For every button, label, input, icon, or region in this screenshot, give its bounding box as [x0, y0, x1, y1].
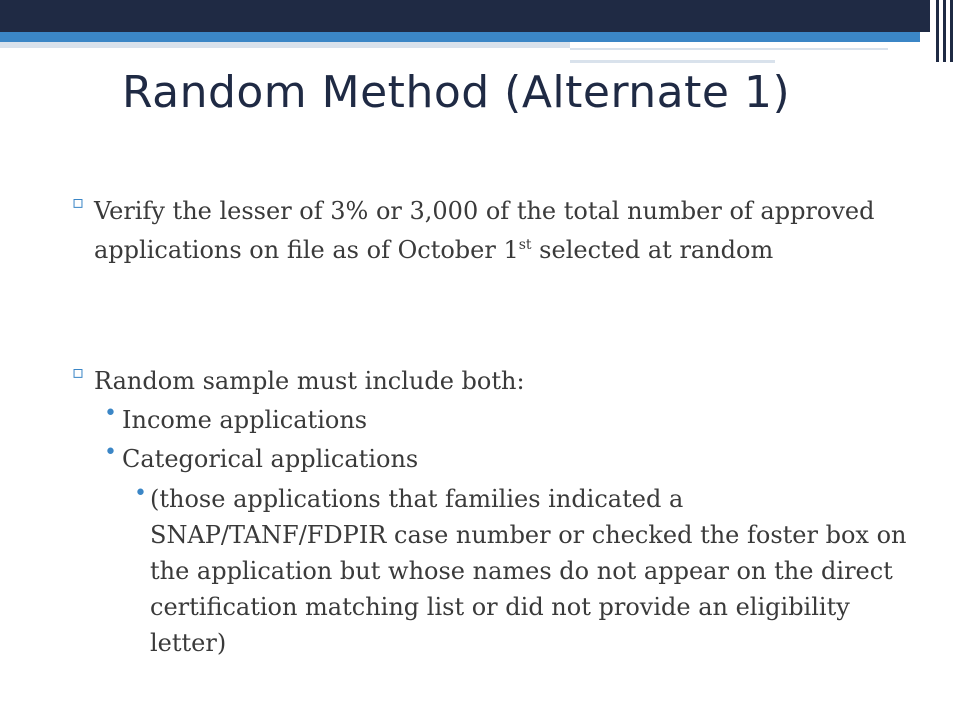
sub-bullet-text: Categorical applications	[122, 445, 419, 473]
ornament-stripe	[936, 0, 939, 62]
bullet-text: Random sample must include both:	[94, 367, 525, 395]
header-right-ornament	[930, 0, 960, 62]
sub-bullet-marker: •	[104, 401, 117, 426]
bullet-text-main: Verify the lesser of 3% or 3,000 of the total number of approved applications on file as of October 1	[94, 197, 875, 264]
header-bar-dark	[0, 0, 940, 32]
bullet-text-tail: selected at random	[531, 236, 774, 264]
header-bar-light	[0, 42, 570, 48]
bullet-superscript: st	[518, 237, 532, 253]
header-bar-accent	[0, 32, 920, 42]
bullet-marker: ▫	[72, 192, 85, 213]
header-rule-1	[570, 48, 888, 50]
slide-title: Random Method (Alternate 1)	[122, 67, 791, 118]
ornament-stripe	[943, 0, 946, 62]
ornament-stripe	[950, 0, 953, 62]
sub-sub-bullet-marker: •	[134, 481, 147, 506]
bullet-marker: ▫	[72, 362, 85, 383]
bullet-text	[94, 192, 894, 270]
sub-sub-bullet-text: (those applications that families indicated a SNAP/TANF/FDPIR case number or checked the foster box on the application but whose names do not appear on the direct certification matching list or did not provide an eligibility letter)	[150, 485, 907, 657]
sub-bullet-marker: •	[104, 440, 117, 465]
sub-bullet-text: Income applications	[122, 406, 368, 434]
header-rule-2	[570, 60, 775, 63]
